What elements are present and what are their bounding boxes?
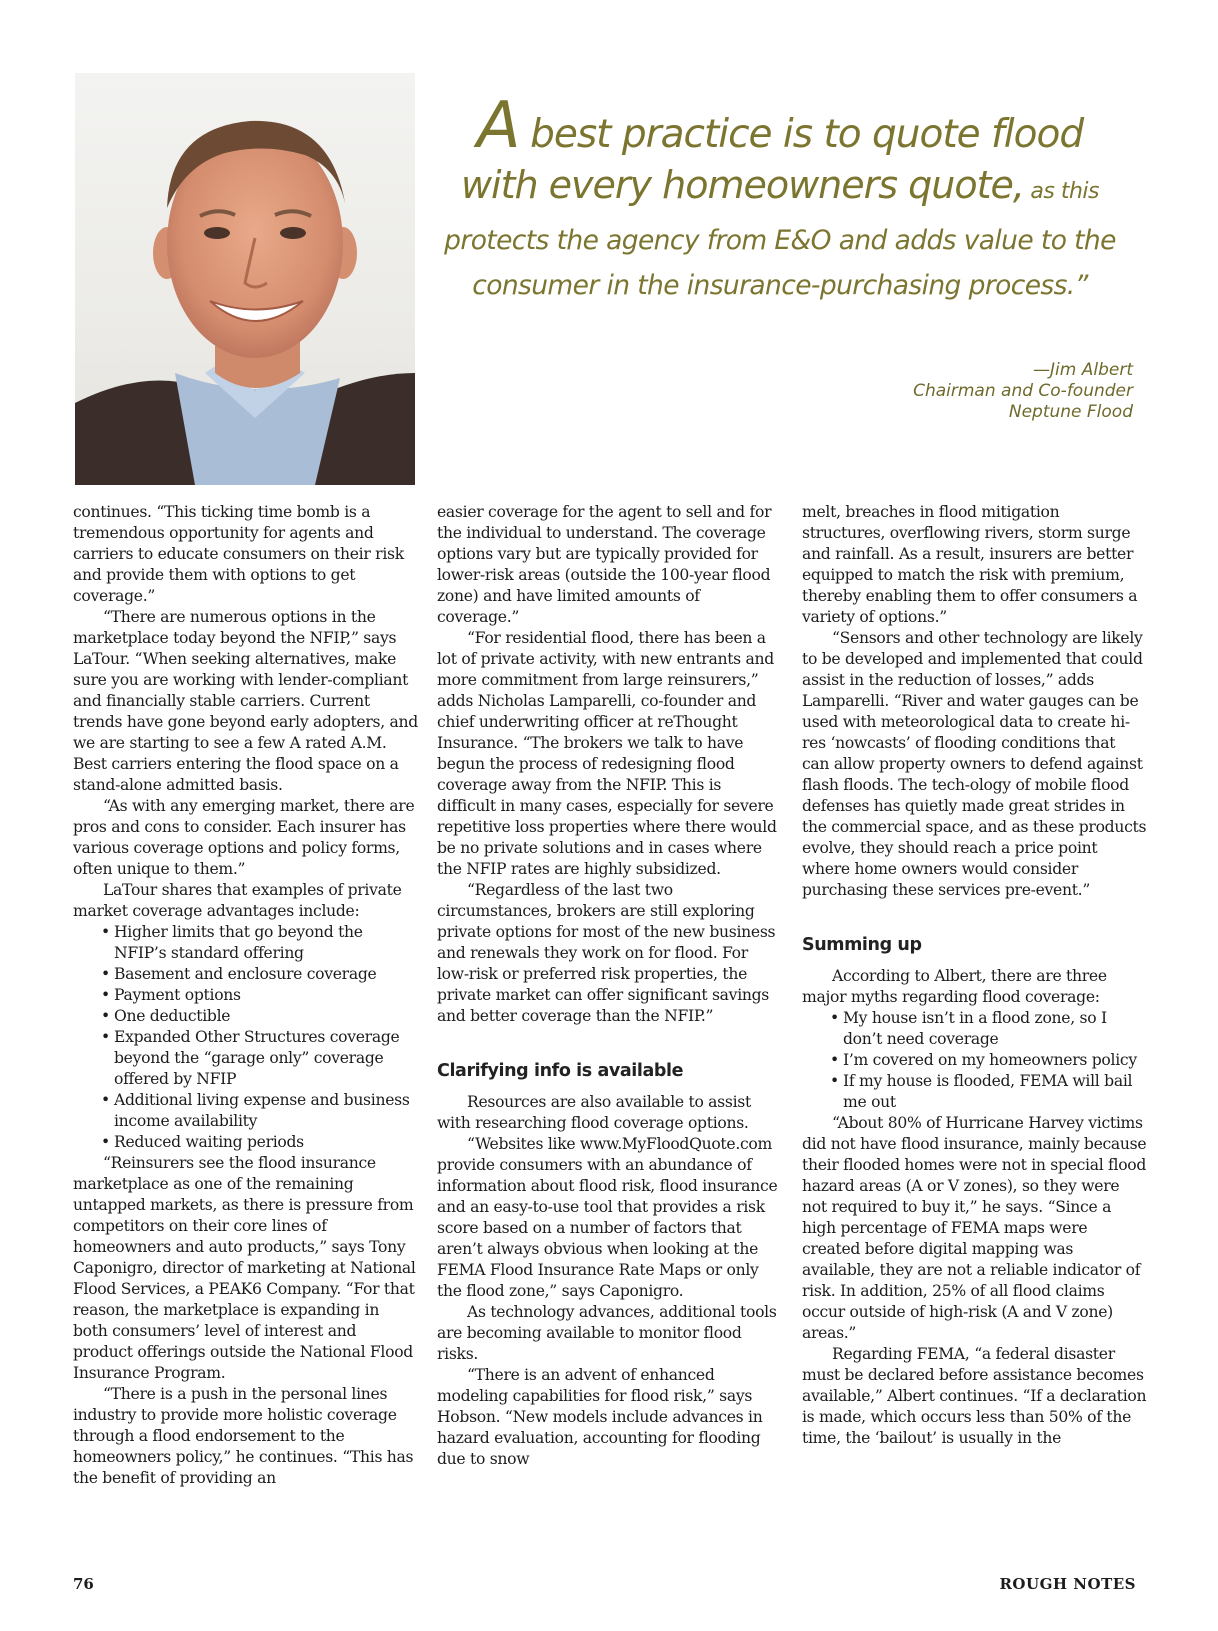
paragraph: “There are numerous options in the marketplace today beyond the NFIP,” says LaTour. “When seeking alternatives, make sure you are working with lender-compliant and financially stable carriers. Current trends have gone beyond early adopters, and we are starting to see a few A rated A.M. Best carriers entering the flood space on a stand-alone admitted basis.: [73, 608, 418, 794]
portrait-illustration: [75, 73, 415, 485]
list-item: • Expanded Other Structures coverage beyond the “garage only” coverage offered by NFIP: [101, 1027, 418, 1090]
paragraph: “For residential flood, there has been a lot of private activity, with new entrants and more commitment from large reinsurers,” adds Nicholas Lamparelli, co-founder and chief underwriting officer at reThought Insurance. “The brokers we talk to have begun the process of redesigning flood coverage away from the NFIP. This is difficult in many cases, especially for severe repetitive loss properties where there would be no private solutions and in cases where the NFIP rates are highly subsidized.: [437, 629, 777, 878]
paragraph: “Sensors and other technology are likely to be developed and implemented that could assist in the reduction of losses,” adds Lamparelli. “River and water gauges can be used with meteorological data to create hi-res ‘nowcasts’ of flooding conditions that can allow property owners to defend against flash floods. The tech-ology of mobile flood defenses has quietly made great strides in the commercial space, and as these products evolve, they should reach a price point where home owners would consider purchasing these services pre-event.”: [802, 629, 1147, 899]
pull-quote-line-2-small: as this: [1023, 179, 1100, 204]
paragraph: “There is a push in the personal lines industry to provide more holistic coverage through a flood endorsement to the homeowners policy,” he continues. “This has the benefit of providing an: [73, 1385, 414, 1487]
pull-quote-line-2-text: with every homeowners quote,: [460, 163, 1024, 207]
pull-quote-line-4: consumer in the insurance-purchasing process.”: [472, 270, 1088, 301]
paragraph: “There is an advent of enhanced modeling capabilities for flood risk,” says Hobson. “New models include advances in hazard evaluation, accounting for flooding due to snow: [437, 1366, 763, 1468]
pull-quote: [430, 89, 1130, 308]
paragraph: As technology advances, additional tools are becoming available to monitor flood risks.: [437, 1303, 777, 1363]
paragraph: “Regardless of the last two circumstances, brokers are still exploring private options for most of the new business and renewals they work on for flood. For low-risk or preferred risk properties, the private market can offer significant savings and better coverage than the NFIP.”: [437, 881, 776, 1025]
paragraph: “About 80% of Hurricane Harvey victims did not have flood insurance, mainly because their flooded homes were not in special flood hazard areas (A or V zones), so they were not required to buy it,” he says. “Since a high percentage of FEMA maps were created before digital mapping was available, they are not a reliable indicator of risk. In addition, 25% of all flood claims occur outside of high-risk (A and V zone) areas.”: [802, 1114, 1147, 1342]
advantages-list: [73, 922, 418, 1153]
section-heading: Clarifying info is available: [437, 1061, 684, 1081]
paragraph: easier coverage for the agent to sell and for the individual to understand. The coverage options vary but are typically provided for lower-risk areas (outside the 100-year flood zone) and have limited amounts of coverage.”: [437, 503, 772, 626]
list-item: • One deductible: [101, 1006, 418, 1027]
paragraph: continues. “This ticking time bomb is a tremendous opportunity for agents and carriers to educate consumers on their risk and provide them with options to get coverage.”: [73, 503, 404, 605]
publication-name: ROUGH NOTES: [999, 1575, 1136, 1593]
paragraph: melt, breaches in flood mitigation structures, overflowing rivers, storm surge and rainfall. As a result, insurers are better equipped to match the risk with premium, thereby enabling them to offer consumers a variety of options.”: [802, 503, 1138, 626]
paragraph: “As with any emerging market, there are pros and cons to consider. Each insurer has various coverage options and policy forms, often unique to them.”: [73, 797, 415, 878]
attribution-name: —Jim Albert: [1033, 360, 1133, 380]
attribution-title: Chairman and Co-founder: [913, 381, 1133, 401]
paragraph: Regarding FEMA, “a federal disaster must be declared before assistance becomes available,” Albert continues. “If a declaration is made, which occurs less than 50% of the time, the ‘bailout’ is usually in the: [802, 1345, 1147, 1447]
list-item: • Additional living expense and business income availability: [101, 1090, 418, 1132]
left-eye: [204, 227, 230, 239]
pull-quote-line-1-text: best practice is to quote flood: [518, 112, 1084, 157]
list-item: • Basement and enclosure coverage: [101, 964, 418, 985]
pull-quote-drop-letter: A: [476, 89, 519, 163]
column-1: [73, 502, 418, 1489]
paragraph: Resources are also available to assist with researching flood coverage options.: [437, 1093, 751, 1132]
portrait-photo: [75, 73, 415, 485]
paragraph: “Reinsurers see the flood insurance marketplace as one of the remaining untapped markets, as there is pressure from competitors on their core lines of homeowners and auto products,” says Tony Caponigro, director of marketing at National Flood Services, a PEAK6 Company. “For that reason, the marketplace is expanding in both consumers’ level of interest and product offerings outside the National Flood Insurance Program.: [73, 1154, 416, 1382]
list-item: • My house isn’t in a flood zone, so I don’t need coverage: [830, 1008, 1147, 1050]
myths-list: [802, 1008, 1147, 1113]
column-2: [437, 502, 782, 1470]
list-item: • Payment options: [101, 985, 418, 1006]
paragraph: “Websites like www.MyFloodQuote.com provide consumers with an abundance of information about flood risk, flood insurance and an easy-to-use tool that provides a risk score based on a number of factors that aren’t always obvious when looking at the FEMA Flood Insurance Rate Maps or only the flood zone,” says Caponigro.: [437, 1135, 778, 1300]
pull-quote-line-2: [430, 161, 1130, 216]
attribution-company: Neptune Flood: [1008, 402, 1133, 422]
quote-attribution: [913, 360, 1133, 423]
list-item: • Higher limits that go beyond the NFIP’s standard offering: [101, 922, 418, 964]
pull-quote-line-1: [430, 89, 1130, 163]
paragraph: LaTour shares that examples of private market coverage advantages include:: [73, 881, 402, 920]
right-eye: [280, 227, 306, 239]
paragraph: According to Albert, there are three major myths regarding flood coverage:: [802, 967, 1107, 1006]
pull-quote-line-3: protects the agency from E&O and adds value to the: [444, 225, 1116, 256]
section-heading: Summing up: [802, 935, 922, 955]
page-number: 76: [73, 1575, 94, 1593]
list-item: • If my house is flooded, FEMA will bail me out: [830, 1071, 1147, 1113]
list-item: • Reduced waiting periods: [101, 1132, 418, 1153]
column-3: [802, 502, 1147, 1449]
list-item: • I’m covered on my homeowners policy: [830, 1050, 1147, 1071]
